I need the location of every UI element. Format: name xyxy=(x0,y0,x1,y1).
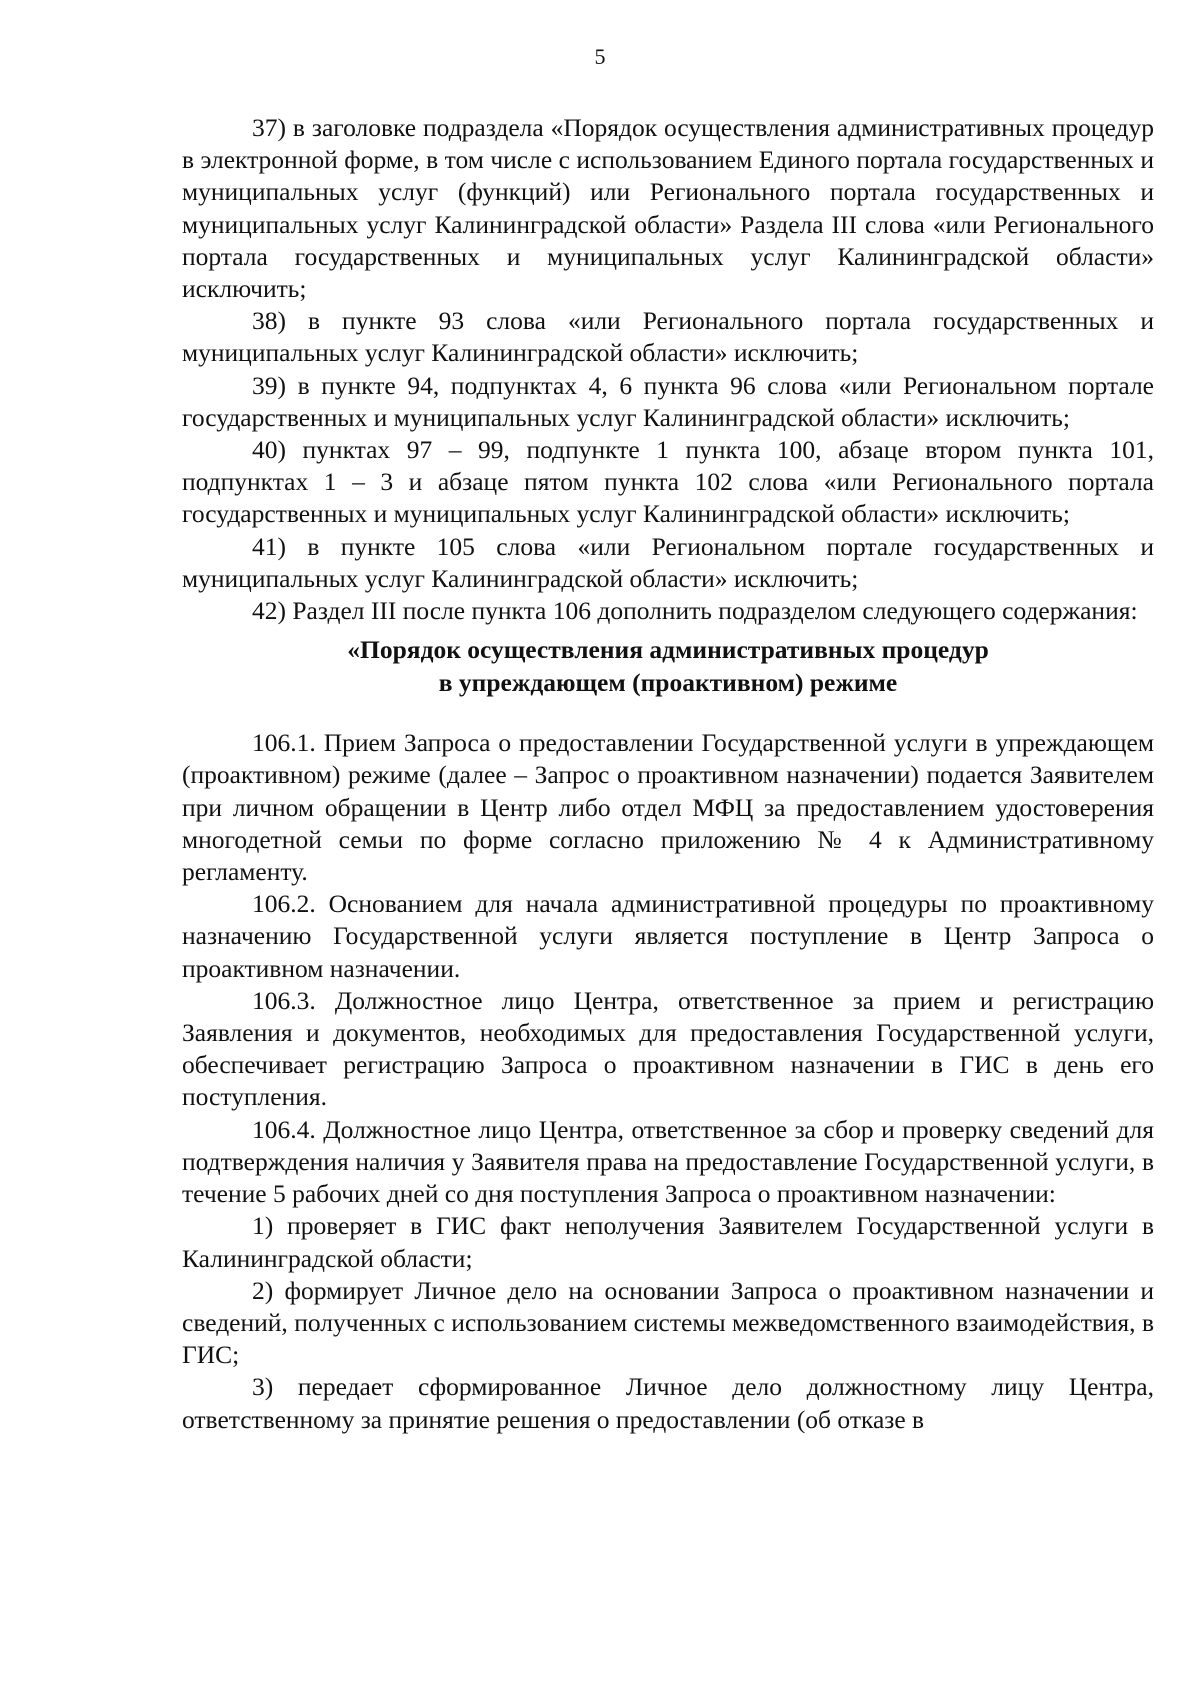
paragraph-item-38: 38) в пункте 93 слова «или Регионального портала государственных и муниципальных услуг Калининградской области» исключить; xyxy=(182,306,1154,368)
subsection-heading xyxy=(182,633,1154,699)
subsection-heading-line-1: «Порядок осуществления административных процедур xyxy=(347,635,989,665)
paragraph-item-40: 40) пунктах 97 – 99, подпункте 1 пункта 100, абзаце втором пункта 101, подпунктах 1 – 3 и абзаце пятом пункта 102 слова «или Регионального портала государственных и муниципальных услуг Калининградской области» исключить; xyxy=(182,435,1154,529)
list-item-3: 3) передает сформированное Личное дело должностному лицу Центра, ответственному за принятие решения о предоставлении (об отказе в xyxy=(182,1372,1154,1434)
paragraph-item-42: 42) Раздел III после пункта 106 дополнить подразделом следующего содержания: xyxy=(252,596,1138,626)
list-item-1: 1) проверяет в ГИС факт неполучения Заявителем Государственной услуги в Калининградской области; xyxy=(182,1211,1154,1273)
paragraph-106-2: 106.2. Основанием для начала административной процедуры по проактивному назначению Государственной услуги является поступление в Центр Запроса о проактивном назначении. xyxy=(182,889,1154,983)
paragraph-106-3: 106.3. Должностное лицо Центра, ответственное за прием и регистрацию Заявления и документов, необходимых для предоставления Государственной услуги, обеспечивает регистрацию Запроса о проактивном назначении в ГИС в день его поступления. xyxy=(182,985,1154,1112)
paragraph-item-41: 41) в пункте 105 слова «или Региональном портале государственных и муниципальных услуг Калининградской области» исключить; xyxy=(182,531,1154,593)
paragraph-item-37: 37) в заголовке подраздела «Порядок осуществления административных процедур в электронной форме, в том числе с использованием Единого портала государственных и муниципальных услуг (функций) или Регионального портала государственных и муниципальных услуг Калининградской области» Раздела III слова «или Регионального портала государственных и муниципальных услуг Калининградской области» исключить; xyxy=(182,113,1154,304)
paragraph-item-39: 39) в пункте 94, подпунктах 4, 6 пункта 96 слова «или Региональном портале государственных и муниципальных услуг Калининградской области» исключить; xyxy=(182,370,1154,432)
list-item-2: 2) формирует Личное дело на основании Запроса о проактивном назначении и сведений, полученных с использованием системы межведомственного взаимодействия, в ГИС; xyxy=(182,1275,1154,1370)
paragraph-106-4: 106.4. Должностное лицо Центра, ответственное за сбор и проверку сведений для подтверждения наличия у Заявителя права на предоставление Государственной услуги, в течение 5 рабочих дней со дня поступления Запроса о проактивном назначении: xyxy=(182,1114,1154,1209)
paragraph-106-1: 106.1. Прием Запроса о предоставлении Государственной услуги в упреждающем (проактивном) режиме (далее – Запрос о проактивном назначении) подается Заявителем при личном обращении в Центр либо отдел МФЦ за предоставлением удостоверения многодетной семьи по форме согласно приложению № 4 к Административному регламенту. xyxy=(182,728,1154,887)
subsection-heading-line-2: в упреждающем (проактивном) режиме xyxy=(438,668,898,698)
page-number: 5 xyxy=(594,44,606,69)
document-body xyxy=(182,112,1154,1436)
